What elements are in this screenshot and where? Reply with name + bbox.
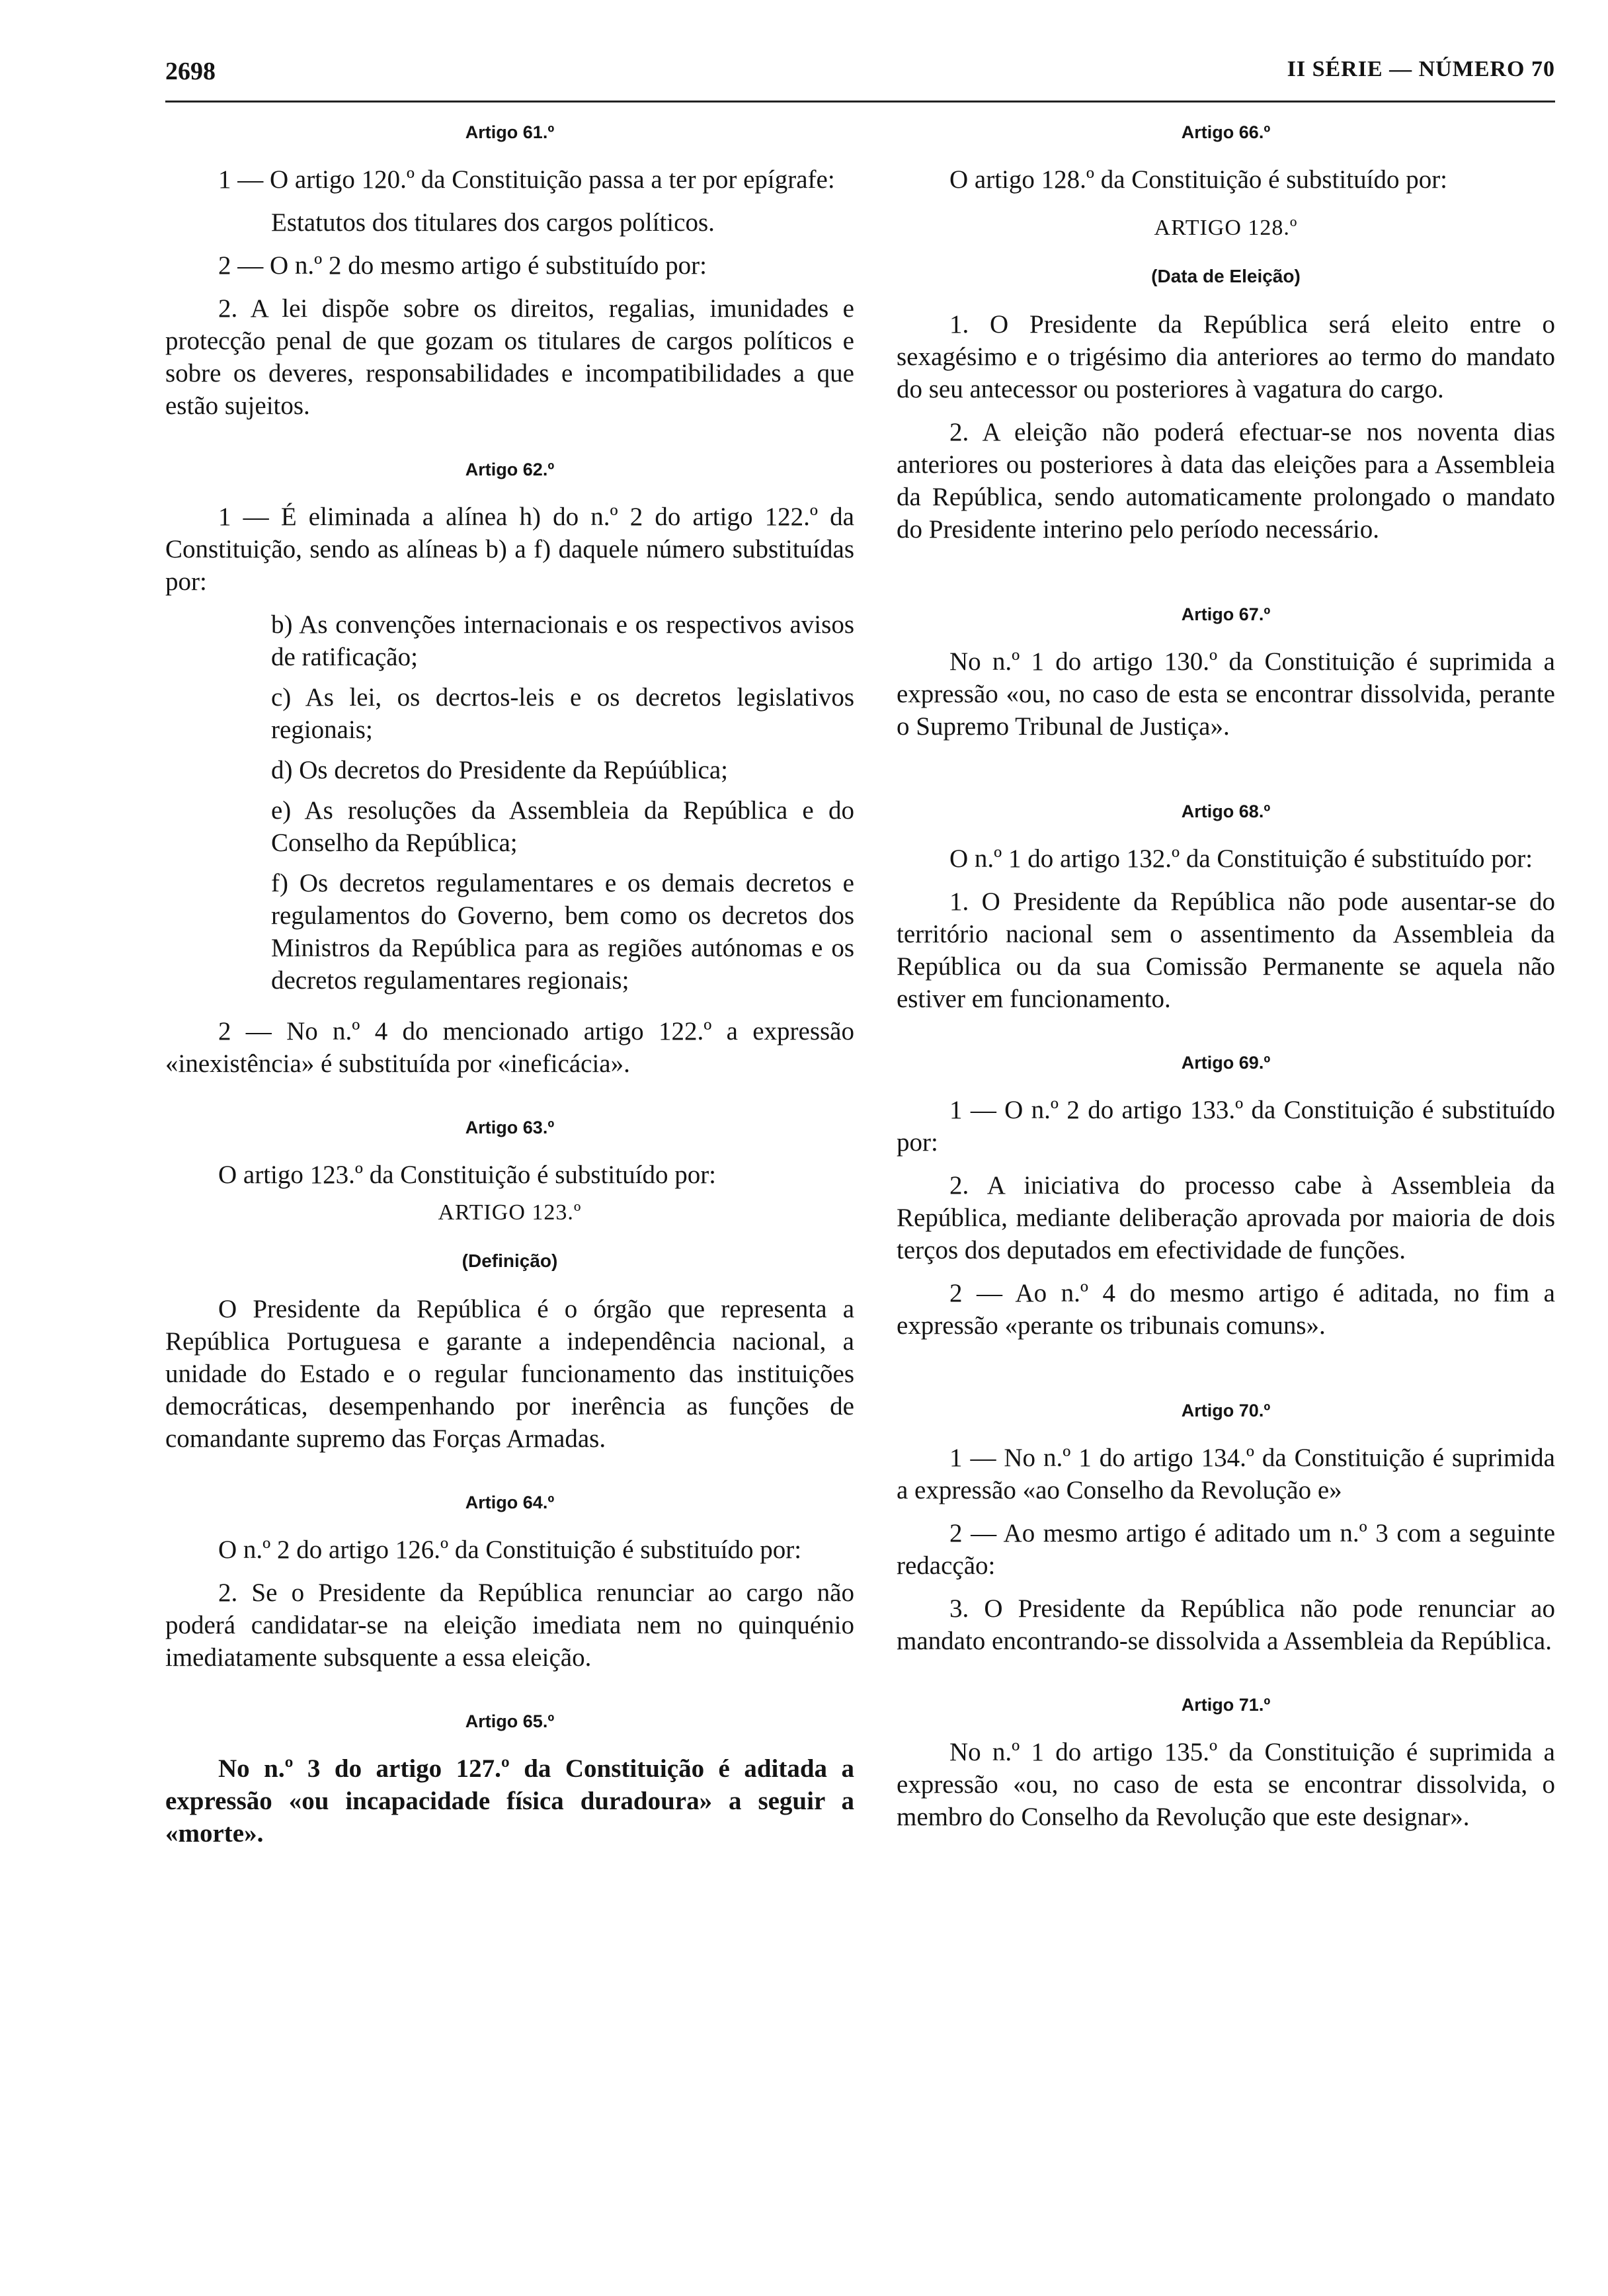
article-subtitle: (Data de Eleição) — [1151, 266, 1301, 286]
paragraph: 2 — No n.º 4 do mencionado artigo 122.º a expressão «inexistência» é substituída por «ineficácia». — [165, 1017, 854, 1078]
article-heading: Artigo 62.º — [465, 460, 555, 479]
article-heading: Artigo 68.º — [1181, 801, 1271, 821]
quoted-text: Estatutos dos titulares dos cargos políticos. — [271, 208, 715, 237]
left-column — [165, 116, 854, 1850]
paragraph: 1 — O artigo 120.º da Constituição passa a ter por epígrafe: — [218, 165, 835, 194]
article-heading: Artigo 71.º — [1181, 1695, 1271, 1715]
article-heading: Artigo 64.º — [465, 1493, 555, 1512]
quoted-text: 2. A iniciativa do processo cabe à Assembleia da República, mediante deliberação aprovada por maioria de dois terços dos deputados em efectividade de funções. — [897, 1171, 1555, 1264]
quoted-text: 1. O Presidente da República será eleito entre o sexagésimo e o trigésimo dia anteriores ao termo do mandato do seu antecessor ou posteriores à vagatura do cargo. — [897, 310, 1555, 403]
list-item: e) As resoluções da Assembleia da República e do Conselho da República; — [271, 796, 854, 857]
alinea-list — [165, 608, 854, 997]
constitution-article-heading: ARTIGO 128.º — [1154, 216, 1298, 240]
quoted-text: 2. A lei dispõe sobre os direitos, regalias, imunidades e protecção penal de que gozam os titulares de cargos políticos e sobre os deveres, responsabilidades e incompatibilidades a que estão sujeitos. — [165, 294, 854, 420]
page-header — [165, 57, 1555, 102]
page-number: 2698 — [165, 58, 216, 85]
paragraph: No n.º 1 do artigo 130.º da Constituição é suprimida a expressão «ou, no caso de esta se encontrar dissolvida, perante o Supremo Tribunal de Justiça». — [897, 647, 1555, 741]
paragraph: O artigo 128.º da Constituição é substituído por: — [949, 165, 1448, 194]
constitution-article-heading: ARTIGO 123.º — [438, 1200, 582, 1225]
paragraph: No n.º 3 do artigo 127.º da Constituição é aditada a expressão «ou incapacidade física duradoura» a seguir a «morte». — [165, 1754, 854, 1848]
quoted-text: 2. Se o Presidente da República renunciar ao cargo não poderá candidatar-se na eleição imediata nem no quinquénio imediatamente subsquente a essa eleição. — [165, 1578, 854, 1672]
quoted-text: 3. O Presidente da República não pode renunciar ao mandato encontrando-se dissolvida a Assembleia da República. — [897, 1594, 1555, 1655]
list-item: c) As lei, os decrtos-leis e os decretos legislativos regionais; — [271, 683, 854, 744]
paragraph: 2 — O n.º 2 do mesmo artigo é substituído por: — [218, 251, 707, 280]
list-item: d) Os decretos do Presidente da Repúública; — [271, 756, 728, 784]
article-subtitle: (Definição) — [462, 1250, 558, 1271]
series-number: II SÉRIE — NÚMERO 70 — [1287, 57, 1555, 81]
paragraph: No n.º 1 do artigo 135.º da Constituição é suprimida a expressão «ou, no caso de esta se encontrar dissolvida, o membro do Conselho da Revolução que este designar». — [897, 1738, 1555, 1831]
quoted-text: O Presidente da República é o órgão que representa a República Portuguesa e garante a independência nacional, a unidade do Estado e o regular funcionamento das instituições democráticas, desempenhando por inerência as funções de comandante supremo das Forças Armadas. — [165, 1295, 854, 1453]
paragraph: 1 — O n.º 2 do artigo 133.º da Constituição é substituído por: — [897, 1096, 1555, 1157]
list-item: b) As convenções internacionais e os respectivos avisos de ratificação; — [271, 610, 854, 671]
article-heading: Artigo 63.º — [465, 1118, 555, 1137]
article-heading: Artigo 69.º — [1181, 1053, 1271, 1073]
paragraph: 1 — No n.º 1 do artigo 134.º da Constituição é suprimida a expressão «ao Conselho da Revolução e» — [897, 1444, 1555, 1504]
paragraph: O artigo 123.º da Constituição é substituído por: — [218, 1161, 717, 1189]
article-heading: Artigo 66.º — [1181, 122, 1271, 142]
article-heading: Artigo 61.º — [465, 122, 555, 142]
article-heading: Artigo 65.º — [465, 1711, 555, 1731]
paragraph: 2 — Ao mesmo artigo é aditado um n.º 3 com a seguinte redacção: — [897, 1519, 1555, 1580]
article-heading: Artigo 70.º — [1181, 1401, 1271, 1420]
article-heading: Artigo 67.º — [1181, 604, 1271, 624]
quoted-text: 2. A eleição não poderá efectuar-se nos noventa dias anteriores ou posteriores à data das eleições para a Assembleia da República, sendo automaticamente prolongado o mandato do Presidente interino pelo período necessário. — [897, 418, 1555, 544]
quoted-text: 1. O Presidente da República não pode ausentar-se do território nacional sem o assentimento da Assembleia da República ou da sua Comissão Permanente se aquela não estiver em funcionamento. — [897, 887, 1555, 1013]
paragraph: 2 — Ao n.º 4 do mesmo artigo é aditada, no fim a expressão «perante os tribunais comuns». — [897, 1279, 1555, 1340]
list-item: f) Os decretos regulamentares e os demais decretos e regulamentos do Governo, bem como os decretos dos Ministros da República para as regiões autónomas e os decretos regulamentares regionais; — [271, 869, 854, 995]
paragraph: 1 — É eliminada a alínea h) do n.º 2 do artigo 122.º da Constituição, sendo as alíneas b) a f) daquele número substituídas por: — [165, 503, 854, 596]
right-column — [897, 116, 1555, 1833]
paragraph: O n.º 1 do artigo 132.º da Constituição é substituído por: — [949, 844, 1533, 873]
paragraph: O n.º 2 do artigo 126.º da Constituição é substituído por: — [218, 1536, 802, 1564]
